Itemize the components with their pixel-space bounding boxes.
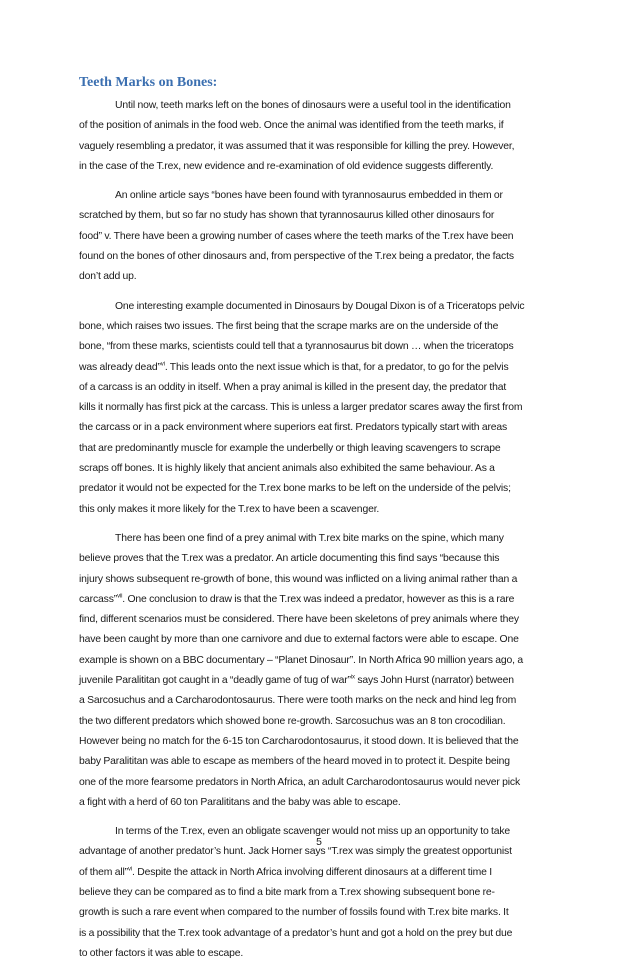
text-line: a Sarcosuchus and a Carcharodontosaurus. There were tooth marks on the neck and hind leg from xyxy=(79,695,517,707)
text-fragment: . This leads onto the next issue which is that, for a predator, to go for the pelvis xyxy=(164,361,509,373)
text-line: injury shows subsequent re-growth of bone, this wound was inflicted on a living animal rather than a xyxy=(79,573,518,585)
text-line: one of the more fearsome predators in North Africa, an adult Carcharodontosaurus would never pick xyxy=(79,776,520,788)
text-line: find, different scenarios must be considered. There have been skeletons of prey animals where they xyxy=(79,614,519,626)
text-line: However being no match for the 6-15 ton Carcharodontosaurus, it stood down. It is believed that the xyxy=(79,735,519,747)
text-fragment: . One conclusion to draw is that the T.rex was indeed a predator, however as this is a rare xyxy=(122,593,515,605)
text-line: believe they can be compared as to find a bite mark from a T.rex showing subsequent bone re- xyxy=(79,886,495,898)
text-line xyxy=(79,863,565,883)
text-line: of the position of animals in the food web. Once the animal was identified from the teeth marks, if xyxy=(79,120,504,132)
text-fragment: says John Hurst (narrator) between xyxy=(354,675,514,687)
paragraph-1 xyxy=(79,96,565,177)
text-line: scraps off bones. It is highly likely that ancient animals also exhibited the same behaviour. As a xyxy=(79,463,495,475)
text-line xyxy=(79,590,565,610)
text-line: of a carcass is an oddity in itself. When a pray animal is killed in the present day, the predator that xyxy=(79,381,507,393)
text-line: found on the bones of other dinosaurs and, from perspective of the T.rex being a predator, the facts xyxy=(79,251,514,263)
paragraph-2 xyxy=(79,186,565,287)
text-line: example is shown on a BBC documentary – “Planet Dinosaur”. In North Africa 90 million years ago, a xyxy=(79,654,523,666)
paragraph-3 xyxy=(79,297,565,520)
text-line: kills it normally has first pick at the carcass. This is unless a larger predator scares away the first from xyxy=(79,402,523,414)
page-number: 5 xyxy=(316,837,322,848)
text-line xyxy=(79,671,565,691)
footnote-ref[interactable]: vi xyxy=(160,361,165,368)
text-line: vaguely resembling a predator, it was assumed that it was responsible for killing the prey. However, xyxy=(79,140,515,152)
text-line: bone, which raises two issues. The first being that the scrape marks are on the underside of the xyxy=(79,320,499,332)
text-line: predator it would not be expected for the T.rex bone marks to be left on the underside of the pelvis; xyxy=(79,483,511,495)
text-fragment: was already dead” xyxy=(79,361,161,373)
text-line: is a possibility that the T.rex took advantage of a predator’s hunt and got a hold on the prey but due xyxy=(79,927,513,939)
footnote-ref[interactable]: vii xyxy=(117,593,123,600)
text-line: this only makes it more likely for the T.rex to have been a scavenger. xyxy=(79,503,380,515)
text-line: have been caught by more than one carnivore and due to external factors were able to escape. One xyxy=(79,634,519,646)
footnote-ref[interactable]: vi xyxy=(128,866,133,873)
footnote-ref[interactable]: ix xyxy=(350,674,355,681)
text-line: bone, “from these marks, scientists could tell that a tyrannosaurus bit down … when the triceratops xyxy=(79,341,514,353)
text-line: In terms of the T.rex, even an obligate scavenger would not miss up an opportunity to take xyxy=(115,826,511,838)
text-line: One interesting example documented in Dinosaurs by Dougal Dixon is of a Triceratops pelvic xyxy=(115,300,525,312)
text-line: believe proves that the T.rex was a predator. An article documenting this find says “because this xyxy=(79,553,500,565)
text-line: There has been one find of a prey animal with T.rex bite marks on the spine, which many xyxy=(115,532,504,544)
text-line: to other factors it was able to escape. xyxy=(79,947,244,959)
text-line: scratched by them, but so far no study has shown that tyrannosaurus killed other dinosaurs for xyxy=(79,210,495,222)
text-line: food” v. There have been a growing number of cases where the teeth marks of the T.rex have been xyxy=(79,230,514,242)
text-line: the carcass or in a pack environment where superiors eat first. Predators typically start with areas xyxy=(79,422,508,434)
text-line: An online article says “bones have been found with tyrannosaurus embedded in them or xyxy=(115,190,503,202)
text-line: don’t add up. xyxy=(79,271,137,283)
text-line xyxy=(79,358,565,378)
text-line: baby Paralititan was able to escape as members of the heard moved in to protect it. Despite being xyxy=(79,756,510,768)
text-fragment: of them all” xyxy=(79,866,128,878)
text-line: in the case of the T.rex, new evidence and re-examination of old evidence suggests differently. xyxy=(79,160,494,172)
text-fragment: carcass” xyxy=(79,593,118,605)
paragraph-4 xyxy=(79,529,565,813)
section-heading: Teeth Marks on Bones: xyxy=(79,75,218,90)
text-fragment: . Despite the attack in North Africa involving different dinosaurs at a different time I xyxy=(132,866,492,878)
text-line: the two different predators which showed bone re-growth. Sarcosuchus was an 8 ton crocodilian. xyxy=(79,715,506,727)
text-line: advantage of another predator’s hunt. Jack Horner says “T.rex was simply the greatest opportunist xyxy=(79,846,512,858)
text-line: growth is such a rare event when compared to the number of fossils found with T.rex bite marks. It xyxy=(79,907,509,919)
text-line: a fight with a herd of 60 ton Paralititans and the baby was able to escape. xyxy=(79,796,401,808)
text-line: that are predominantly muscle for example the underbelly or thigh leaving scavengers to scrape xyxy=(79,442,501,454)
text-line: Until now, teeth marks left on the bones of dinosaurs were a useful tool in the identification xyxy=(115,100,511,111)
text-fragment: juvenile Paralititan got caught in a “deadly game of tug of war” xyxy=(79,675,351,687)
